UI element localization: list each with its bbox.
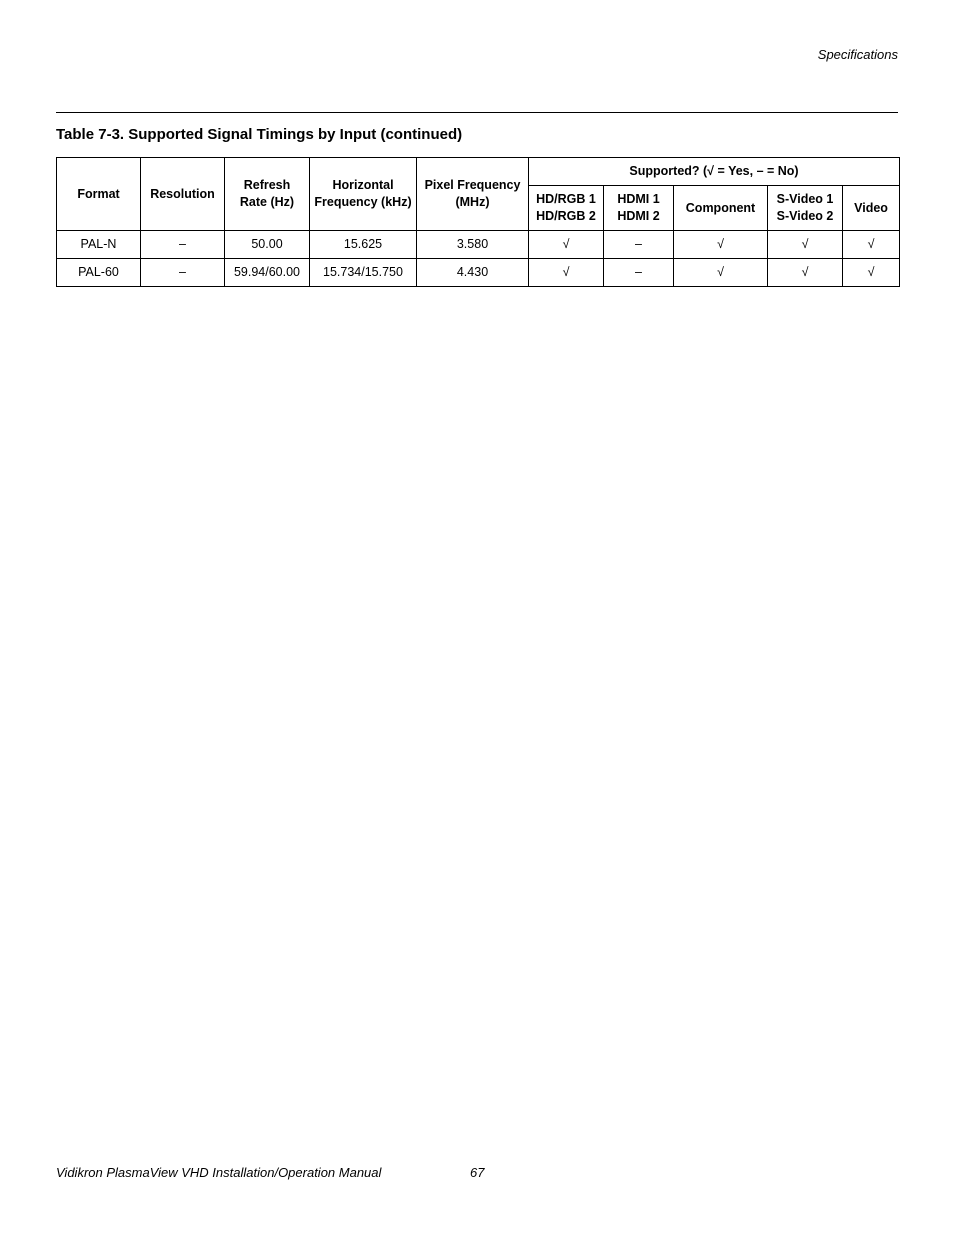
cell-horizontal-frequency: 15.734/15.750	[310, 259, 417, 287]
table-caption: Table 7-3. Supported Signal Timings by Input (continued)	[56, 126, 463, 143]
signal-timings-table	[56, 157, 900, 287]
col-header-refresh-line1: Refresh	[243, 178, 291, 192]
cell-format: PAL-N	[57, 231, 141, 259]
cell-video: √	[843, 259, 900, 287]
footer-page-number: 67	[470, 1165, 485, 1180]
cell-horizontal-frequency: 15.625	[310, 231, 417, 259]
table-row	[57, 231, 900, 259]
col-header-refresh-rate	[225, 158, 310, 231]
col-header-svideo-line2: S-Video 2	[776, 209, 834, 223]
footer-manual-title: Vidikron PlasmaView VHD Installation/Operation Manual	[56, 1165, 382, 1180]
cell-pixel-frequency: 3.580	[417, 231, 529, 259]
col-header-refresh-line2: Rate (Hz)	[239, 195, 295, 209]
cell-refresh-rate: 50.00	[225, 231, 310, 259]
col-header-pixel-frequency	[417, 158, 529, 231]
header-rule	[56, 112, 898, 113]
col-header-resolution: Resolution	[141, 158, 225, 231]
col-header-format: Format	[57, 158, 141, 231]
col-header-svideo-line1: S-Video 1	[776, 192, 834, 206]
cell-hd-rgb: √	[529, 259, 604, 287]
col-header-hdmi-line2: HDMI 2	[617, 209, 660, 223]
cell-hd-rgb: √	[529, 231, 604, 259]
col-header-pixel-line2: (MHz)	[455, 195, 490, 209]
cell-refresh-rate: 59.94/60.00	[225, 259, 310, 287]
col-header-horizontal-line2: Frequency (kHz)	[314, 195, 412, 209]
col-header-hdrgb-line2: HD/RGB 2	[536, 209, 596, 223]
cell-video: √	[843, 231, 900, 259]
col-header-hdrgb-line1: HD/RGB 1	[536, 192, 596, 206]
running-header-section: Specifications	[817, 47, 898, 62]
col-header-horizontal-frequency	[310, 158, 417, 231]
cell-format: PAL-60	[57, 259, 141, 287]
col-header-supported-group: Supported? (√ = Yes, – = No)	[529, 158, 900, 186]
col-header-component: Component	[674, 186, 768, 231]
col-header-video: Video	[843, 186, 900, 231]
col-header-hd-rgb	[529, 186, 604, 231]
col-header-horizontal-line1: Horizontal	[332, 178, 394, 192]
cell-resolution: –	[141, 231, 225, 259]
cell-component: √	[674, 259, 768, 287]
col-header-s-video	[768, 186, 843, 231]
table-header-row-1	[57, 158, 900, 186]
cell-resolution: –	[141, 259, 225, 287]
cell-hdmi: –	[604, 231, 674, 259]
cell-pixel-frequency: 4.430	[417, 259, 529, 287]
table-row	[57, 259, 900, 287]
cell-s-video: √	[768, 231, 843, 259]
cell-s-video: √	[768, 259, 843, 287]
col-header-pixel-line1: Pixel Frequency	[424, 178, 521, 192]
cell-hdmi: –	[604, 259, 674, 287]
col-header-hdmi	[604, 186, 674, 231]
col-header-hdmi-line1: HDMI 1	[617, 192, 660, 206]
cell-component: √	[674, 231, 768, 259]
